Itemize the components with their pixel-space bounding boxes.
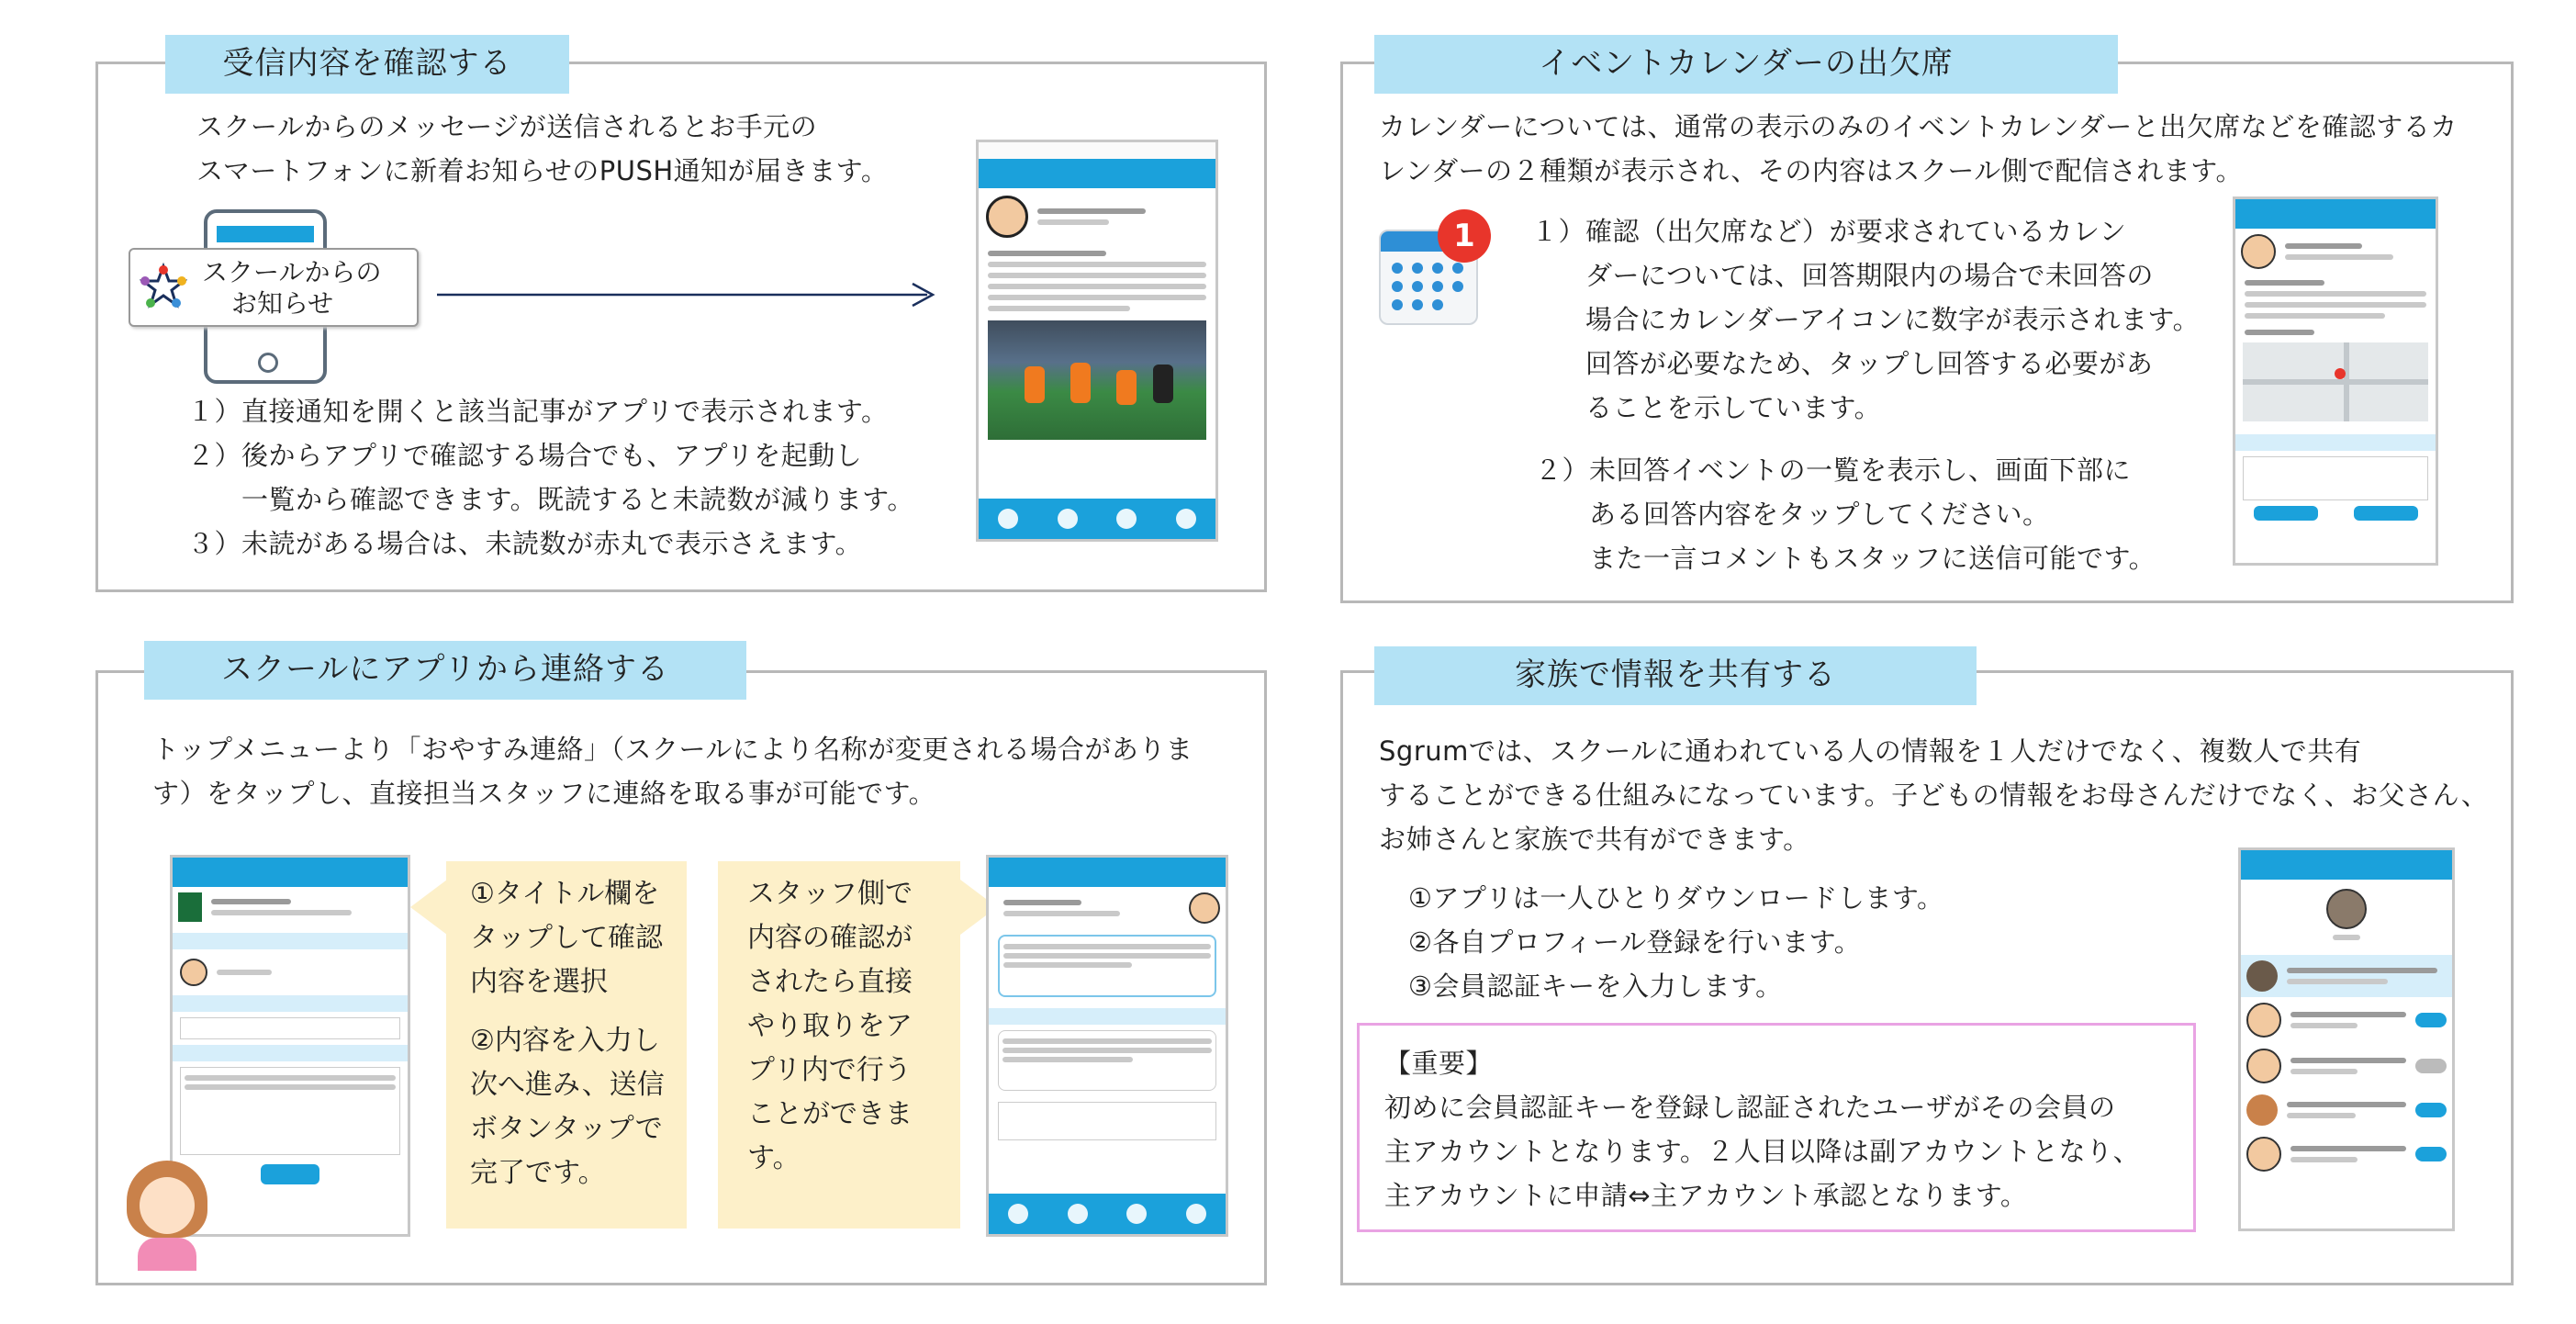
calendar-intro-line-2: レンダーの２種類が表示され、その内容はスクール側で配信されます。 [1379,155,2243,186]
notification-label-1: スクールからの [202,257,382,287]
family-step-3: ③会員認証キーを入力します。 [1408,971,1783,1002]
important-title: 【重要】 [1384,1048,1494,1079]
family-step-1: ①アプリは一人ひとりダウンロードします。 [1408,882,1944,914]
bubble2-line-7: す。 [747,1142,801,1174]
bubble2-line-2: 内容の確認が [747,922,913,954]
phone-screenshot-shared-group [2238,847,2455,1231]
calendar-item1-line-2: ダーについては、回答期限内の場合で未回答の [1531,260,2154,291]
school-logo-icon [140,263,187,310]
next-button [261,1164,319,1184]
family-intro-line-2: することができる仕組みになっています。子どもの情報をお母さんだけでなく、お父さん、 [1379,780,2489,811]
user-avatar-icon [2241,234,2276,269]
bubble1b-line-3: ボタンタップで [470,1113,663,1145]
bubble2-line-1: スタッフ側で [747,878,913,910]
calendar-item2-line-2: ある回答内容をタップしてください。 [1535,499,2050,530]
bubble1-line-1: ①タイトル欄を [470,878,660,910]
calendar-item1-line-3: 場合にカレンダーアイコンに数字が表示されます。 [1531,304,2201,335]
phone-tab-bar [989,1194,1226,1234]
receive-item-4: ３）未読がある場合は、未読数が赤丸で表示さえます。 [187,528,863,559]
bubble1b-line-2: 次へ進み、送信 [470,1069,665,1101]
calendar-item2-line-1: ２）未回答イベントの一覧を表示し、画面下部に [1535,454,2132,486]
notification-label-2: お知らせ [231,288,334,319]
receive-item-1: １）直接通知を開くと該当記事がアプリで表示されます。 [187,396,889,427]
user-avatar-icon [986,196,1028,238]
receive-item-3: 一覧から確認できます。既読すると未読数が減ります。 [187,484,914,515]
user-avatar-icon [1189,892,1220,924]
phone-screenshot-attendance [2233,196,2438,566]
important-line-1: 初めに会員認証キーを登録し認証されたユーザがその会員の [1384,1092,2116,1123]
phone-header-bar [2241,850,2452,880]
bubble1b-line-4: 完了です。 [470,1157,606,1189]
bubble1-line-2: タップして確認 [470,922,663,954]
family-step-2: ②各自プロフィール登録を行います。 [1408,926,1862,958]
phone-header-bar [173,858,408,887]
calendar-item2-line-3: また一言コメントもスタッフに送信可能です。 [1535,543,2156,574]
important-line-2: 主アカウントとなります。２人目以降は副アカウントとなり、 [1384,1136,2141,1167]
receive-item-2: ２）後からアプリで確認する場合でも、アプリを起動し [187,440,863,471]
panel-calendar-title: イベントカレンダーの出欠席 [1374,35,2118,94]
phone-header-bar [2235,199,2436,229]
bubble2-line-6: ことができま [747,1098,913,1130]
receive-intro-line-1: スクールからのメッセージが送信されるとお手元の [196,111,818,142]
contact-intro-line-2: す）をタップし、直接担当スタッフに連絡を取る事が可能です。 [152,778,936,809]
phone-header-bar [989,858,1226,887]
panel-family-title: 家族で情報を共有する [1374,646,1977,705]
bubble2-line-3: されたら直接 [747,966,913,998]
panel-receive-title: 受信内容を確認する [165,35,569,94]
bubble2-line-5: プリ内で行う [747,1054,912,1086]
user-avatar-icon [2326,889,2367,929]
bubble1-line-3: 内容を選択 [470,966,608,998]
receive-intro-line-2: スマートフォンに新着お知らせのPUSH通知が届きます。 [196,155,889,186]
panel-contact-title: スクールにアプリから連絡する [144,641,746,700]
bubble2-line-4: やり取りをア [747,1010,913,1042]
phone-status-bar [979,142,1215,159]
user-avatar-icon [180,959,207,986]
notification-card [129,248,419,327]
calendar-item1-line-1: １）確認（出欠席など）が要求されているカレン [1531,216,2127,247]
map-thumbnail [2243,342,2428,421]
contact-intro-line-1: トップメニューより「おやすみ連絡」（スクールにより名称が変更される場合がありま [152,734,1193,765]
important-line-3: 主アカウントに申請⇔主アカウント承認となります。 [1384,1180,2028,1211]
phone-header-bar [979,159,1215,188]
phone-screenshot-chat [986,855,1228,1237]
girl-avatar-icon [121,1161,213,1271]
family-intro-line-1: Sgrumでは、スクールに通われている人の情報を１人だけでなく、複数人で共有 [1379,735,2362,767]
bubble1b-line-1: ②内容を入力し [470,1025,660,1057]
family-intro-line-3: お姉さんと家族で共有ができます。 [1379,824,1810,855]
calendar-item1-line-5: ることを示しています。 [1531,392,1882,423]
phone-screenshot-news [976,140,1218,542]
soccer-photo [988,320,1206,440]
arrow-right-icon [437,281,951,309]
calendar-item1-line-4: 回答が必要なため、タップし回答する必要があ [1531,348,2154,379]
phone-tab-bar [979,499,1215,539]
calendar-badge: 1 [1438,209,1491,263]
speech-pointer-1 [410,880,447,935]
calendar-intro-line-1: カレンダーについては、通常の表示のみのイベントカレンダーと出欠席などを確認するカ [1379,111,2458,142]
